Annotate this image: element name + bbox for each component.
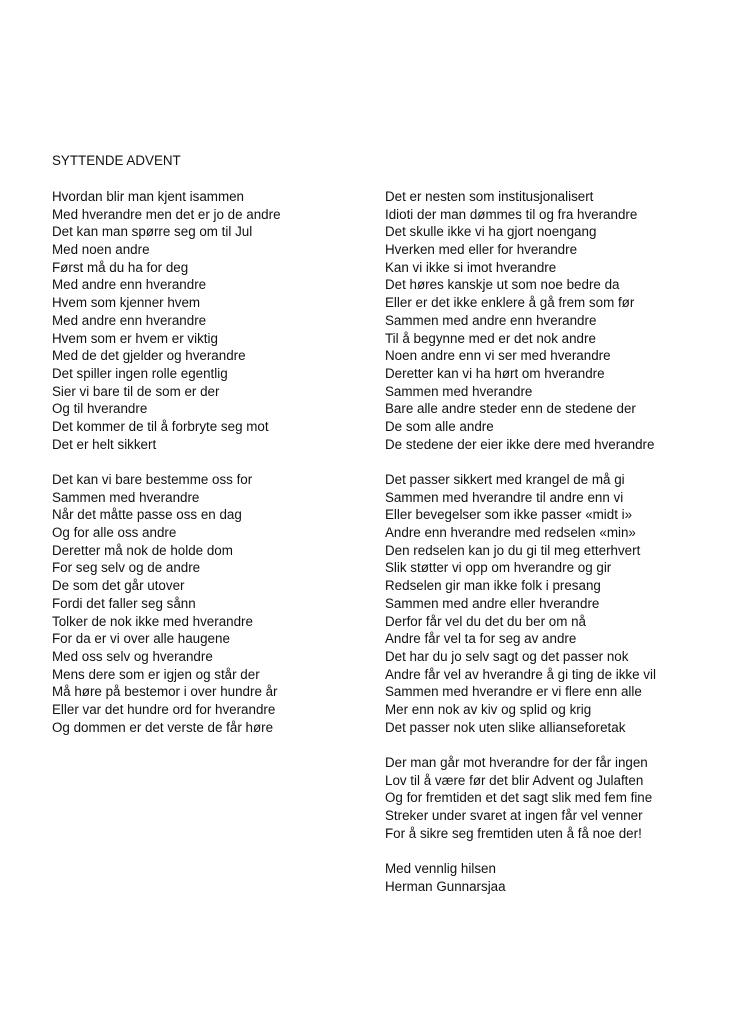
poem-line: Med hverandre men det er jo de andre [52, 206, 281, 222]
poem-line: Streker under svaret at ingen får vel venner [385, 808, 643, 824]
stanza [385, 860, 656, 895]
poem-line: Det har du jo selv sagt og det passer nok [385, 648, 629, 664]
poem-line: Og for fremtiden et det sagt slik med fem fine [385, 790, 653, 806]
poem-line: Mens dere som er igjen og står der [52, 666, 260, 682]
poem-line: Mer enn nok av kiv og splid og krig [385, 701, 592, 717]
poem-title: SYTTENDE ADVENT [52, 153, 181, 168]
poem-line: Med de det gjelder og hverandre [52, 348, 246, 364]
poem-line: Sammen med andre enn hverandre [385, 312, 597, 328]
poem-line: Bare alle andre steder enn de stedene der [385, 401, 636, 417]
poem-line: Det passer nok uten slike allianseforetak [385, 719, 626, 735]
poem-line: Derfor får vel du det du ber om nå [385, 613, 586, 629]
poem-line: De som det går utover [52, 578, 185, 594]
poem-line: Hvem som kjenner hvem [52, 295, 201, 311]
poem-line: Det passer sikkert med krangel de må gi [385, 472, 625, 487]
poem-line: Eller bevegelser som ikke passer «midt i» [385, 507, 633, 523]
stanza [385, 188, 656, 453]
poem-line: Slik støtter vi opp om hverandre og gir [385, 560, 612, 576]
poem-line: Det kan vi bare bestemme oss for [52, 472, 253, 487]
poem-line: Det er helt sikkert [52, 436, 157, 452]
poem-line: Sammen med hverandre til andre enn vi [385, 489, 624, 505]
poem-line: Kan vi ikke si imot hverandre [385, 259, 557, 275]
poem-line: For å sikre seg fremtiden uten å få noe der! [385, 825, 642, 841]
poem-line: Sammen med hverandre er vi flere enn alle [385, 684, 642, 700]
poem-line: Andre får vel ta for seg av andre [385, 631, 577, 647]
poem-line: Lov til å være før det blir Advent og Julaften [385, 772, 644, 788]
poem-line: Idioti der man dømmes til og fra hverandre [385, 206, 638, 222]
poem-line: Eller er det ikke enklere å gå frem som før [385, 295, 635, 311]
poem-line: Sammen med andre eller hverandre [385, 595, 600, 611]
poem-line: Fordi det faller seg sånn [52, 595, 196, 611]
poem-line: Herman Gunnarsjaa [385, 878, 506, 894]
poem-line: Med andre enn hverandre [52, 312, 207, 328]
poem-line: Andre får vel av hverandre å gi ting de ikke vil [385, 666, 656, 682]
poem-line: Der man går mot hverandre for der får ingen [385, 755, 648, 770]
poem-line: Andre enn hverandre med redselen «min» [385, 525, 636, 541]
poem-line: For da er vi over alle haugene [52, 631, 230, 647]
poem-line: Det er nesten som institusjonalisert [385, 189, 594, 204]
stanza [385, 471, 656, 736]
poem-line: Den redselen kan jo du gi til meg etterhvert [385, 542, 641, 558]
poem-line: Det skulle ikke vi ha gjort noengang [385, 224, 597, 240]
poem-line: Til å begynne med er det nok andre [385, 330, 596, 346]
poem-line: Det spiller ingen rolle egentlig [52, 365, 228, 381]
poem-line: For seg selv og de andre [52, 560, 201, 576]
poem-line: Sammen med hverandre [385, 383, 533, 399]
poem-line: Hvem som er hvem er viktig [52, 330, 218, 346]
poem-line: Først må du ha for deg [52, 259, 189, 275]
poem-line: Det kommer de til å forbryte seg mot [52, 418, 269, 434]
poem-line: De som alle andre [385, 418, 494, 434]
poem-line: Sammen med hverandre [52, 489, 200, 505]
poem-line: Med andre enn hverandre [52, 277, 207, 293]
poem-line: Hvordan blir man kjent isammen [52, 189, 245, 204]
poem-line: Redselen gir man ikke folk i presang [385, 578, 601, 594]
poem-line: Med vennlig hilsen [385, 861, 496, 877]
poem-line: Noen andre enn vi ser med hverandre [385, 348, 611, 364]
poem-line: Hverken med eller for hverandre [385, 242, 578, 258]
stanza [52, 188, 281, 453]
right-column [385, 188, 656, 913]
poem-line: Må høre på bestemor i over hundre år [52, 684, 278, 700]
poem-line: Når det måtte passe oss en dag [52, 507, 242, 523]
poem-line: Det høres kanskje ut som noe bedre da [385, 277, 620, 293]
poem-line: Med noen andre [52, 242, 150, 258]
poem-line: Deretter kan vi ha hørt om hverandre [385, 365, 605, 381]
poem-line: Sier vi bare til de som er der [52, 383, 220, 399]
left-column [52, 188, 281, 754]
poem-line: Med oss selv og hverandre [52, 648, 213, 664]
stanza [385, 754, 656, 842]
poem-line: Og til hverandre [52, 401, 148, 417]
poem-line: Deretter må nok de holde dom [52, 542, 233, 558]
poem-line: Og for alle oss andre [52, 525, 177, 541]
poem-line: Og dommen er det verste de får høre [52, 719, 274, 735]
poem-line: Tolker de nok ikke med hverandre [52, 613, 253, 629]
stanza [52, 471, 281, 736]
poem-line: De stedene der eier ikke dere med hverandre [385, 436, 655, 452]
poem-line: Eller var det hundre ord for hverandre [52, 701, 276, 717]
poem-line: Det kan man spørre seg om til Jul [52, 224, 253, 240]
